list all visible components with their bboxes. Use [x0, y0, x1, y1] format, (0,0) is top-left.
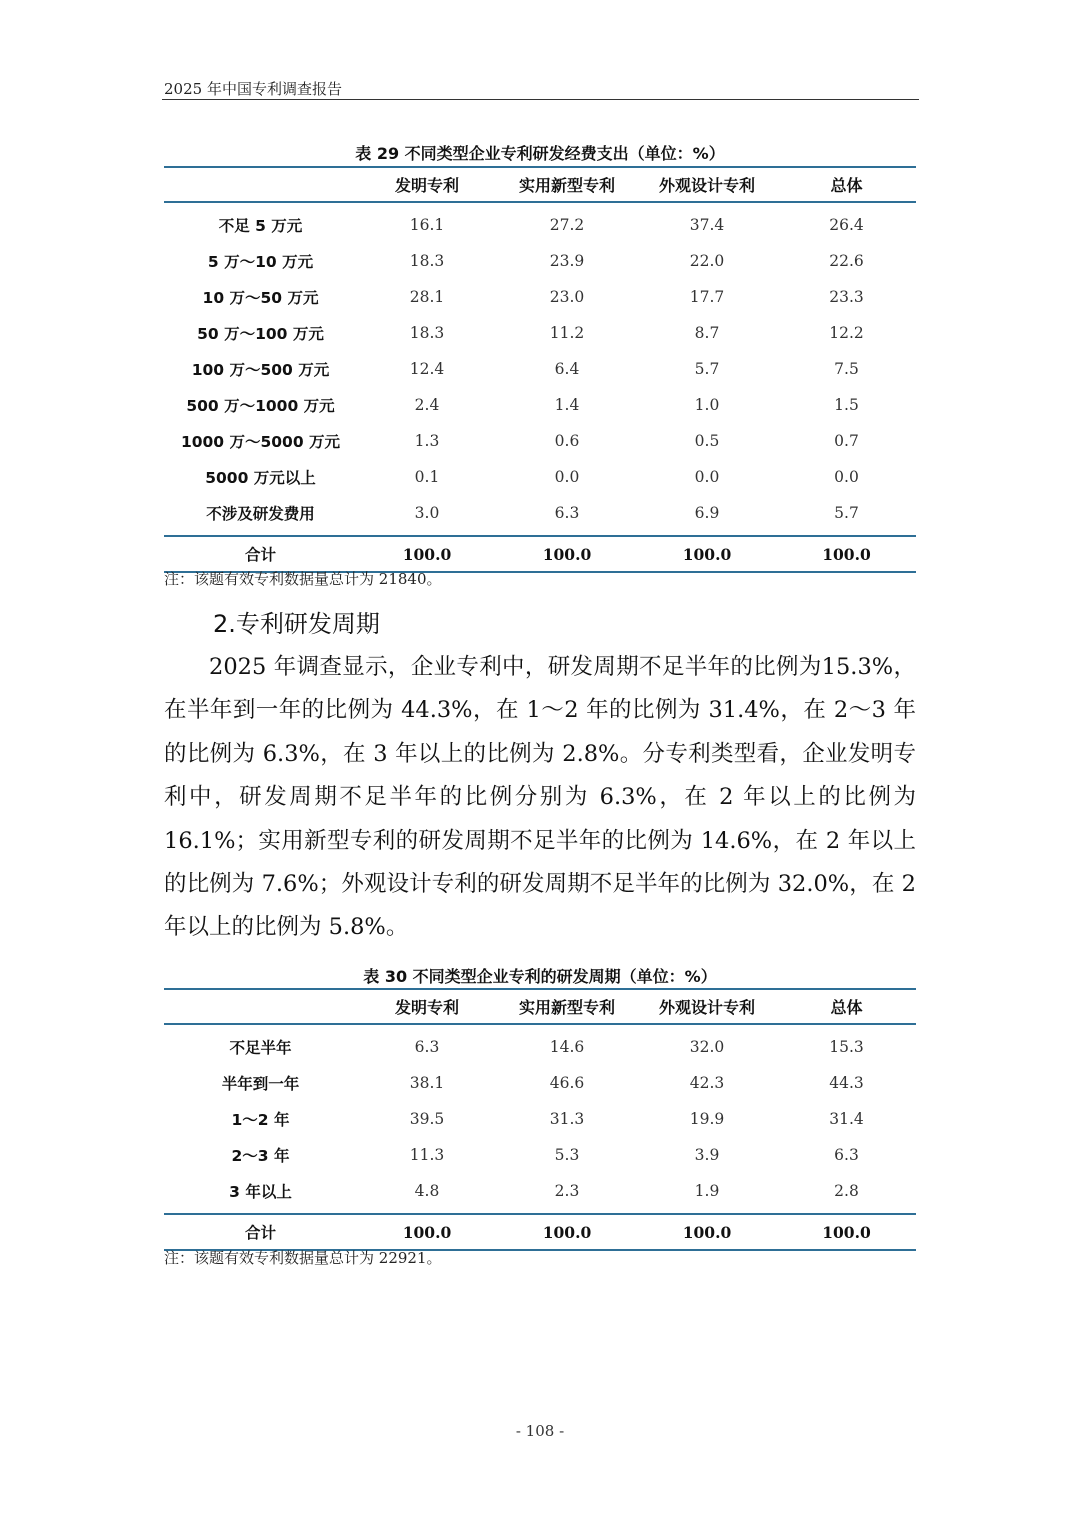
- table-row: [164, 202, 916, 243]
- table-cell: 0.6: [554, 432, 580, 450]
- table-cell: 46.6: [549, 1074, 585, 1092]
- table-cell: 3.9: [694, 1146, 720, 1164]
- page-number: - 108 -: [515, 1422, 565, 1440]
- table-cell: 38.1: [409, 1074, 445, 1092]
- table29-header-cell: 总体: [777, 167, 916, 202]
- table29: [164, 166, 916, 573]
- table-row: [164, 423, 916, 459]
- table30-header-row: [164, 989, 916, 1024]
- table-cell: 22.0: [689, 252, 725, 270]
- table-cell: 0.1: [414, 468, 440, 486]
- table-row: [164, 1137, 916, 1173]
- table29-caption: 表 29 不同类型企业专利研发经费支出（单位：%）: [355, 144, 725, 163]
- table-cell: 4.8: [414, 1182, 440, 1200]
- table29-header-cell: 发明专利: [357, 167, 497, 202]
- table-cell: 1.5: [834, 396, 859, 414]
- table-cell: 31.4: [829, 1110, 864, 1128]
- table-row: [164, 1101, 916, 1137]
- table29-header-row: [164, 167, 916, 202]
- table-cell: 0.0: [694, 468, 720, 486]
- section-heading: 2.专利研发周期: [213, 610, 380, 638]
- table-cell: 18.3: [409, 252, 445, 270]
- table-cell: 17.7: [689, 288, 725, 306]
- row-label: 3 年以上: [229, 1183, 292, 1201]
- table-cell: 3.0: [414, 504, 440, 522]
- table-cell: 1.3: [414, 432, 440, 450]
- table-cell: 100.0: [497, 536, 637, 572]
- table29-header-cell: 实用新型专利: [497, 167, 637, 202]
- table-cell: 0.0: [554, 468, 580, 486]
- table30-header-cell: 发明专利: [357, 989, 497, 1024]
- running-header: 2025 年中国专利调查报告: [164, 80, 342, 98]
- row-label: 5 万～10 万元: [207, 253, 314, 271]
- header-divider: [162, 99, 919, 100]
- table-cell: 6.3: [834, 1146, 859, 1164]
- row-label: 合计: [164, 536, 357, 572]
- row-label: 不足 5 万元: [218, 217, 303, 235]
- table-row: [164, 279, 916, 315]
- table-cell: 5.7: [694, 360, 720, 378]
- table-cell: 18.3: [409, 324, 445, 342]
- table-cell: 0.7: [834, 432, 859, 450]
- row-label: 不足半年: [229, 1039, 292, 1057]
- table-cell: 27.2: [549, 216, 585, 234]
- table-cell: 100.0: [637, 536, 777, 572]
- table-cell: 6.9: [694, 504, 720, 522]
- table30-note: 注：该题有效专利数据量总计为 22921。: [164, 1249, 442, 1267]
- row-label: 2～3 年: [231, 1147, 290, 1165]
- row-label: 1～2 年: [231, 1111, 290, 1129]
- table30-header-cell: 实用新型专利: [497, 989, 637, 1024]
- table-cell: 2.4: [414, 396, 440, 414]
- table-cell: 1.0: [694, 396, 720, 414]
- table-row: [164, 387, 916, 423]
- table-cell: 44.3: [829, 1074, 864, 1092]
- table-cell: 42.3: [689, 1074, 725, 1092]
- row-label: 合计: [164, 1214, 357, 1250]
- table-cell: 6.3: [414, 1038, 440, 1056]
- table-row: [164, 459, 916, 495]
- table-cell: 15.3: [829, 1038, 864, 1056]
- row-label: 100 万～500 万元: [191, 361, 330, 379]
- table29-header-cell: [164, 167, 357, 202]
- table-cell: 11.3: [409, 1146, 445, 1164]
- table-row: [164, 243, 916, 279]
- table-total-row: [164, 536, 916, 572]
- table-cell: 100.0: [357, 536, 497, 572]
- table-cell: 100.0: [777, 536, 916, 572]
- table-cell: 11.2: [549, 324, 585, 342]
- table-cell: 100.0: [497, 1214, 637, 1250]
- table-cell: 37.4: [689, 216, 725, 234]
- table-cell: 12.2: [829, 324, 864, 342]
- table-cell: 6.4: [554, 360, 580, 378]
- table-cell: 28.1: [409, 288, 445, 306]
- table-cell: 23.3: [829, 288, 864, 306]
- table-cell: 0.0: [834, 468, 859, 486]
- table30: [164, 988, 916, 1251]
- table-cell: 100.0: [777, 1214, 916, 1250]
- table30-caption: 表 30 不同类型企业专利的研发周期（单位：%）: [363, 967, 717, 986]
- table-row: [164, 1065, 916, 1101]
- table-cell: 1.9: [694, 1182, 720, 1200]
- table-row: [164, 351, 916, 387]
- table-cell: 5.7: [834, 504, 859, 522]
- table-cell: 6.3: [554, 504, 580, 522]
- table-cell: 7.5: [834, 360, 859, 378]
- table-cell: 2.8: [834, 1182, 859, 1200]
- table-cell: 0.5: [694, 432, 720, 450]
- table-cell: 100.0: [637, 1214, 777, 1250]
- table-cell: 2.3: [554, 1182, 580, 1200]
- table30-header-cell: 总体: [777, 989, 916, 1024]
- table-cell: 100.0: [357, 1214, 497, 1250]
- row-label: 1000 万～5000 万元: [180, 433, 341, 451]
- table-row: [164, 315, 916, 351]
- table-cell: 16.1: [409, 216, 445, 234]
- row-label: 半年到一年: [221, 1075, 300, 1093]
- row-label: 不涉及研发费用: [206, 505, 315, 523]
- row-label: 5000 万元以上: [205, 469, 316, 487]
- table30-header-cell: 外观设计专利: [637, 989, 777, 1024]
- table-cell: 19.9: [689, 1110, 725, 1128]
- table-cell: 23.9: [549, 252, 585, 270]
- table-row: [164, 1024, 916, 1065]
- table-cell: 5.3: [554, 1146, 580, 1164]
- row-label: 500 万～1000 万元: [186, 397, 335, 415]
- table-cell: 22.6: [829, 252, 864, 270]
- table-row: [164, 1173, 916, 1214]
- table-cell: 39.5: [409, 1110, 445, 1128]
- table-cell: 1.4: [554, 396, 580, 414]
- table-cell: 12.4: [409, 360, 445, 378]
- table-cell: 31.3: [549, 1110, 585, 1128]
- table-row: [164, 495, 916, 536]
- table-cell: 8.7: [694, 324, 720, 342]
- table29-note: 注：该题有效专利数据量总计为 21840。: [164, 570, 442, 588]
- body-paragraph: 2025 年调查显示，企业专利中，研发周期不足半年的比例为15.3%，在半年到一年的比例为 44.3%，在 1～2 年的比例为 31.4%，在 2～3 年的比例为 6.3%，在 3 年以上的比例为 2.8%。分专利类型看，企业发明专利中，研发周期不足半年的比例分别为 6.3%，在 2 年以上的比例为 16.1%；实用新型专利的研发周期不足半年的比例为 14.6%，在 2 年以上的比例为 7.6%；外观设计专利的研发周期不足半年的比例为 32.0%，在 2 年以上的比例为 5.8%。: [164, 654, 916, 941]
- table-cell: 14.6: [549, 1038, 585, 1056]
- table29-header-cell: 外观设计专利: [637, 167, 777, 202]
- row-label: 50 万～100 万元: [197, 325, 324, 343]
- table-total-row: [164, 1214, 916, 1250]
- table-cell: 26.4: [829, 216, 864, 234]
- row-label: 10 万～50 万元: [202, 289, 319, 307]
- table30-header-cell: [164, 989, 357, 1024]
- table-cell: 32.0: [689, 1038, 725, 1056]
- table-cell: 23.0: [549, 288, 585, 306]
